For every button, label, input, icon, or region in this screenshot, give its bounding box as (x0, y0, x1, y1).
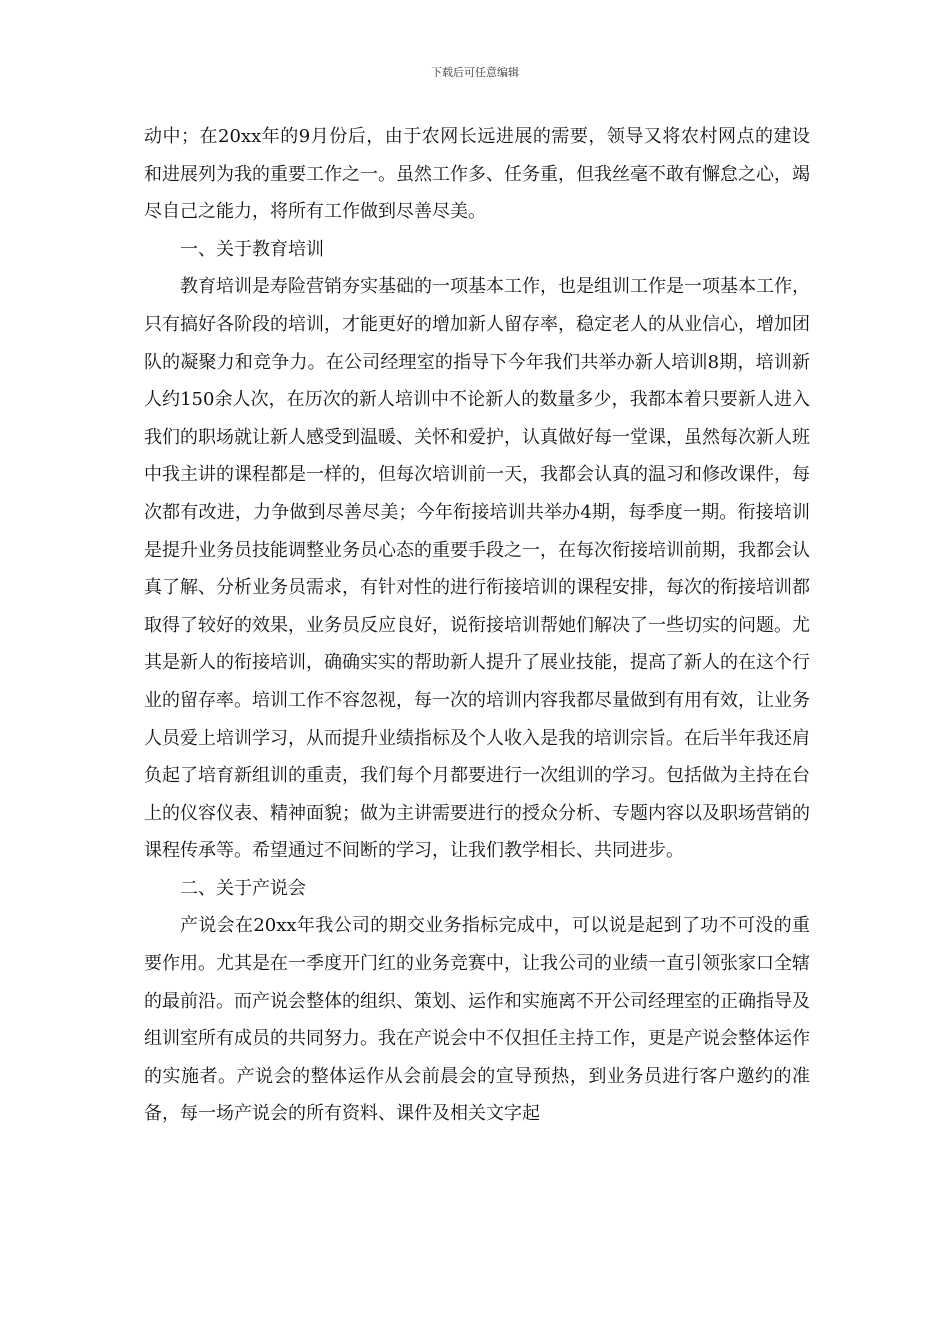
paragraph-product-seminar: 产说会在20xx年我公司的期交业务指标完成中，可以说是起到了功不可没的重要作用。尤其是在一季度开门红的业务竞赛中，让我公司的业绩一直引领张家口全辖的最前沿。而产说会整体的组织、策划、运作和实施离不开公司经理室的正确指导及组训室所有成员的共同努力。我在产说会中不仅担任主持工作，更是产说会整体运作的实施者。产说会的整体运作从会前晨会的宣导预热，到业务员进行客户邀约的准备，每一场产说会的所有资料、课件及相关文字起 (144, 915, 810, 1125)
page-header: 下载后可任意编辑 (431, 66, 519, 79)
document-body (144, 118, 810, 1133)
section-heading-product-seminar: 二、关于产说会 (180, 877, 306, 899)
paragraph-education-training: 教育培训是寿险营销夯实基础的一项基本工作，也是组训工作是一项基本工作，只有搞好各阶段的培训，才能更好的增加新人留存率，稳定老人的从业信心，增加团队的凝聚力和竞争力。在公司经理室的指导下今年我们共举办新人培训8期，培训新人约150余人次，在历次的新人培训中不论新人的数量多少，我都本着只要新人进入我们的职场就让新人感受到温暖、关怀和爱护，认真做好每一堂课，虽然每次新人班中我主讲的课程都是一样的，但每次培训前一天，我都会认真的温习和修改课件，每次都有改进，力争做到尽善尽美；今年衔接培训共举办4期，每季度一期。衔接培训是提升业务员技能调整业务员心态的重要手段之一，在每次衔接培训前期，我都会认真了解、分析业务员需求，有针对性的进行衔接培训的课程安排，每次的衔接培训都取得了较好的效果，业务员反应良好，说衔接培训帮她们解决了一些切实的问题。尤其是新人的衔接培训，确确实实的帮助新人提升了展业技能，提高了新人的在这个行业的留存率。培训工作不容忽视，每一次的培训内容我都尽量做到有用有效，让业务人员爱上培训学习，从而提升业绩指标及个人收入是我的培训宗旨。在后半年我还肩负起了培育新组训的重责，我们每个月都要进行一次组训的学习。包括做为主持在台上的仪容仪表、精神面貌；做为主讲需要进行的授众分析、专题内容以及职场营销的课程传承等。希望通过不间断的学习，让我们教学相长、共同进步。 (144, 276, 810, 862)
paragraph-continuation: 动中；在20xx年的9月份后，由于农网长远进展的需要，领导又将农村网点的建设和进展列为我的重要工作之一。虽然工作多、任务重，但我丝毫不敢有懈怠之心，竭尽自己之能力，将所有工作做到尽善尽美。 (144, 126, 810, 223)
section-heading-education-training: 一、关于教育培训 (180, 238, 324, 260)
